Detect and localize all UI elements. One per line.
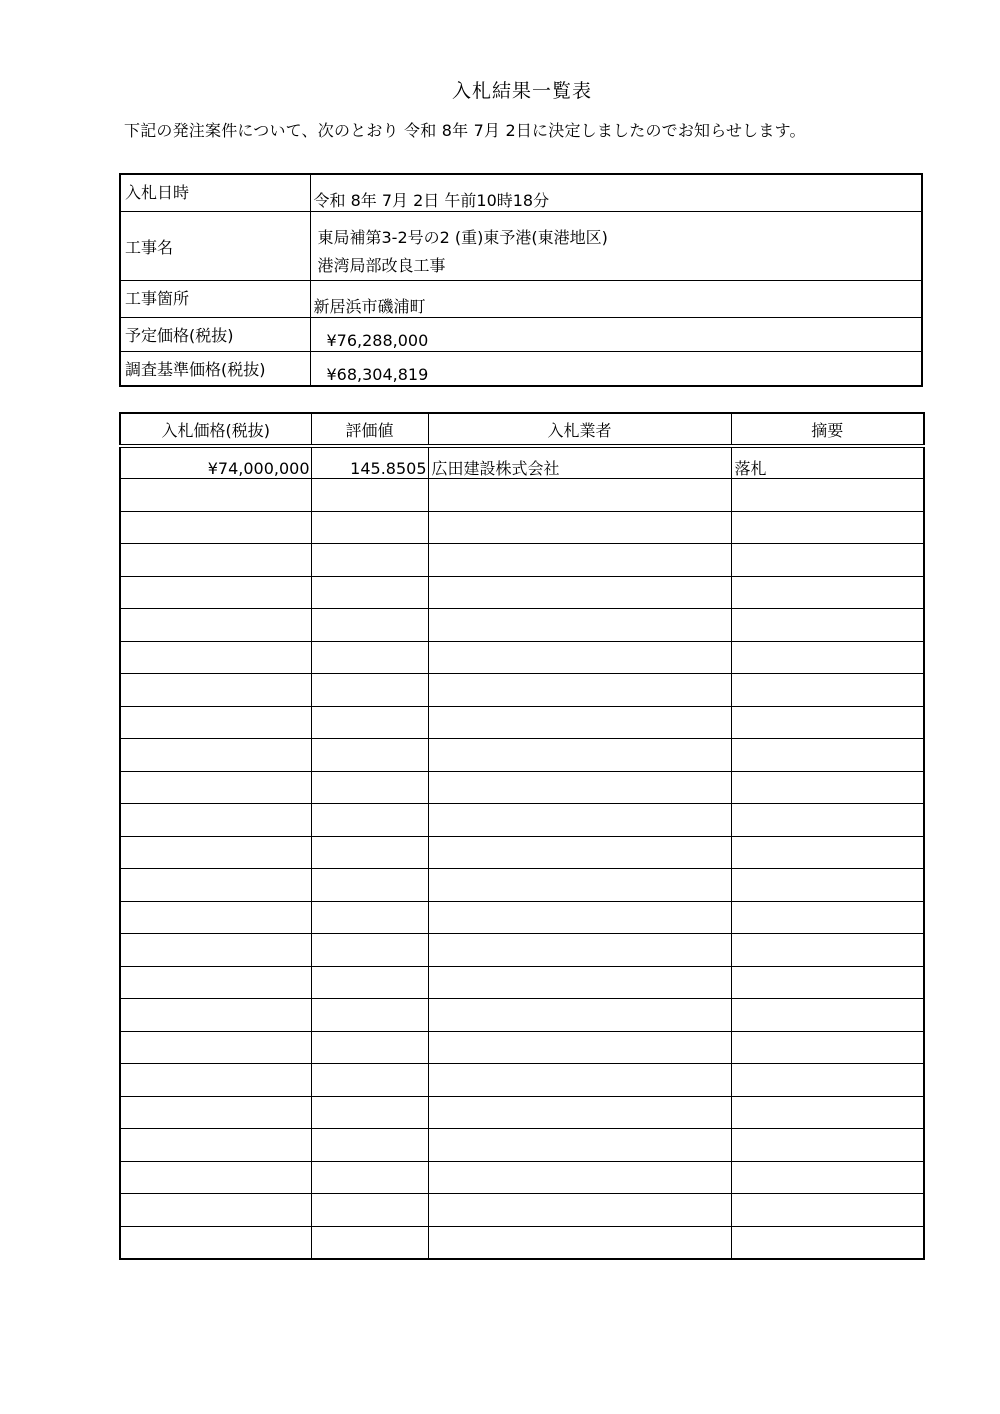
bid-price-cell [120, 771, 311, 804]
score-cell [311, 836, 428, 869]
bidder-cell [428, 739, 731, 772]
intro-text: 下記の発注案件について、次のとおり 令和 8年 7月 2日に決定しましたのでお知らせします。 [124, 121, 806, 140]
note-cell [731, 934, 924, 967]
bid-price-cell [120, 479, 311, 512]
bidder-cell [428, 1064, 731, 1097]
bid-price-cell [120, 576, 311, 609]
header-note: 摘要 [731, 413, 924, 446]
bidder-cell [428, 1161, 731, 1194]
bid-price-cell [120, 1194, 311, 1227]
bid-price-cell [120, 934, 311, 967]
bid-price-cell [120, 966, 311, 999]
note-cell [731, 999, 924, 1032]
note-cell [731, 1161, 924, 1194]
bid-price-cell [120, 1096, 311, 1129]
bidder-cell [428, 674, 731, 707]
score-cell [311, 999, 428, 1032]
bid-price-cell [120, 901, 311, 934]
datetime-label: 入札日時 [120, 174, 310, 212]
header-score: 評価値 [311, 413, 428, 446]
bid-price-cell [120, 804, 311, 837]
bidder-cell [428, 804, 731, 837]
score-cell [311, 739, 428, 772]
note-cell [731, 804, 924, 837]
table-row [120, 934, 924, 967]
table-row [120, 446, 924, 479]
header-bidder: 入札業者 [428, 413, 731, 446]
table-row [120, 836, 924, 869]
score-cell [311, 1129, 428, 1162]
score-cell [311, 576, 428, 609]
table-row [120, 999, 924, 1032]
bid-price-cell [120, 641, 311, 674]
note-cell [731, 771, 924, 804]
score-cell [311, 771, 428, 804]
bid-price-cell [120, 544, 311, 577]
bids-table [119, 412, 925, 1260]
bid-price-cell [120, 1129, 311, 1162]
table-row [120, 1031, 924, 1064]
table-row [120, 966, 924, 999]
table-row [120, 739, 924, 772]
table-row [120, 804, 924, 837]
note-cell [731, 739, 924, 772]
note-cell [731, 836, 924, 869]
note-cell [731, 1194, 924, 1227]
score-cell [311, 901, 428, 934]
work-name-label: 工事名 [120, 212, 310, 281]
score-cell [311, 609, 428, 642]
bidder-cell [428, 479, 731, 512]
bidder-cell [428, 999, 731, 1032]
table-row [120, 771, 924, 804]
bidder-cell [428, 771, 731, 804]
bidder-cell [428, 966, 731, 999]
bid-price-cell [120, 1226, 311, 1259]
score-cell [311, 966, 428, 999]
score-cell [311, 869, 428, 902]
bidder-cell [428, 576, 731, 609]
score-cell [311, 1161, 428, 1194]
bidder-cell [428, 1129, 731, 1162]
survey-price-label: 調査基準価格(税抜) [120, 352, 310, 386]
bidder-cell [428, 869, 731, 902]
table-row [120, 1194, 924, 1227]
table-row [120, 1096, 924, 1129]
table-row [120, 1161, 924, 1194]
location-value: 新居浜市磯浦町 [310, 281, 922, 318]
bidder-cell [428, 1194, 731, 1227]
info-table [119, 173, 923, 387]
bid-price-cell [120, 706, 311, 739]
note-cell [731, 641, 924, 674]
score-cell [311, 641, 428, 674]
work-name-line2: 港湾局部改良工事 [317, 256, 446, 275]
table-row [120, 576, 924, 609]
bidder-cell [428, 706, 731, 739]
note-cell [731, 1226, 924, 1259]
note-cell [731, 1064, 924, 1097]
bid-price-cell [120, 674, 311, 707]
note-cell [731, 511, 924, 544]
note-cell [731, 544, 924, 577]
table-row [120, 609, 924, 642]
score-cell [311, 804, 428, 837]
table-row [120, 511, 924, 544]
bidder-cell [428, 934, 731, 967]
note-cell [731, 576, 924, 609]
planned-price-label: 予定価格(税抜) [120, 318, 310, 352]
score-cell [311, 479, 428, 512]
bid-price-cell [120, 869, 311, 902]
note-cell [731, 479, 924, 512]
datetime-value: 令和 8年 7月 2日 午前10時18分 [310, 174, 922, 212]
note-cell [731, 674, 924, 707]
score-cell [311, 1194, 428, 1227]
bidder-cell [428, 1096, 731, 1129]
table-row [120, 901, 924, 934]
score-cell [311, 544, 428, 577]
table-row [120, 674, 924, 707]
bidder-cell [428, 1226, 731, 1259]
location-label: 工事箇所 [120, 281, 310, 318]
bid-price-cell [120, 1064, 311, 1097]
note-cell [731, 706, 924, 739]
header-bid-price: 入札価格(税抜) [120, 413, 311, 446]
score-cell [311, 934, 428, 967]
note-cell [731, 1129, 924, 1162]
bid-price-cell [120, 511, 311, 544]
bidder-cell [428, 836, 731, 869]
table-row [120, 641, 924, 674]
score-cell [311, 511, 428, 544]
table-row [120, 544, 924, 577]
note-cell [731, 609, 924, 642]
note-cell [731, 1096, 924, 1129]
score-cell [311, 1031, 428, 1064]
score-cell [311, 1096, 428, 1129]
note-cell [731, 901, 924, 934]
bid-price-cell [120, 836, 311, 869]
table-row [120, 869, 924, 902]
note-cell [731, 869, 924, 902]
table-row [120, 1064, 924, 1097]
bidder-cell [428, 511, 731, 544]
bidder-cell: 広田建設株式会社 [428, 446, 731, 479]
table-row [120, 1129, 924, 1162]
bidder-cell [428, 544, 731, 577]
bidder-cell [428, 1031, 731, 1064]
bid-rows [120, 446, 924, 1259]
note-cell: 落札 [731, 446, 924, 479]
bidder-cell [428, 641, 731, 674]
bidder-cell [428, 901, 731, 934]
table-row [120, 706, 924, 739]
score-cell: 145.8505 [311, 446, 428, 479]
score-cell [311, 706, 428, 739]
bid-price-cell [120, 609, 311, 642]
page-title: 入札結果一覧表 [451, 80, 592, 102]
bid-price-cell [120, 1161, 311, 1194]
table-row [120, 1226, 924, 1259]
bid-price-cell [120, 1031, 311, 1064]
work-name-value [310, 212, 922, 281]
planned-price-value: ¥76,288,000 [310, 318, 922, 352]
work-name-line1: 東局補第3-2号の2 (重)東予港(東港地区) [317, 228, 608, 247]
note-cell [731, 1031, 924, 1064]
survey-price-value: ¥68,304,819 [310, 352, 922, 386]
bid-price-cell [120, 999, 311, 1032]
note-cell [731, 966, 924, 999]
bidder-cell [428, 609, 731, 642]
score-cell [311, 1226, 428, 1259]
table-row [120, 479, 924, 512]
bid-price-cell [120, 739, 311, 772]
bid-price-cell: ¥74,000,000 [120, 446, 311, 479]
score-cell [311, 674, 428, 707]
score-cell [311, 1064, 428, 1097]
